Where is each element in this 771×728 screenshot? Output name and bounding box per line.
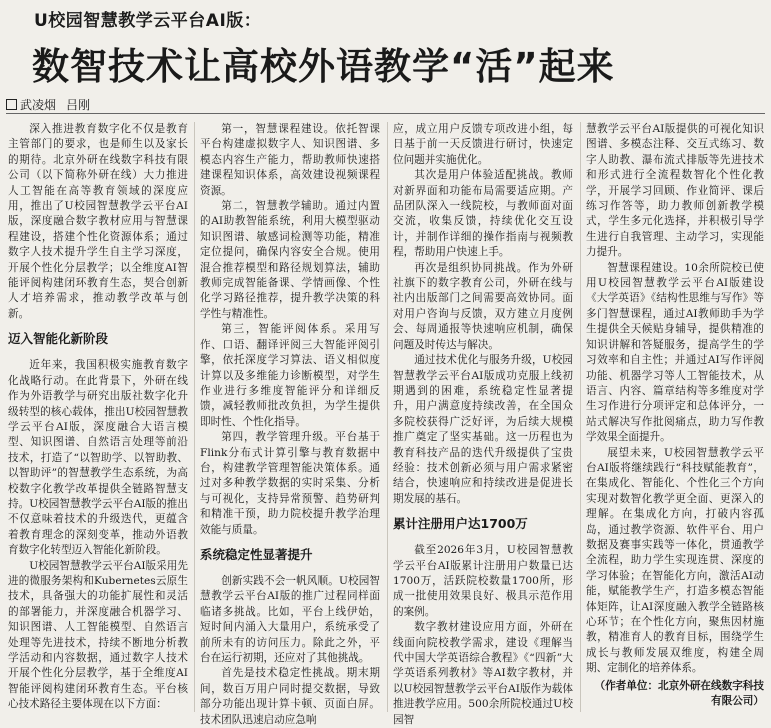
paragraph: 其次是用户体验适配挑战。教师对新界面和功能布局需要适应期。产品团队深入一线院校，与教师面对面交流，收集反馈，持续优化交互设计，并制作详细的操作指南与视频教程，帮助用户快速上手。 [393, 169, 573, 259]
header-divider [6, 113, 765, 114]
article-byline [6, 96, 90, 113]
paragraph: 首先是技术稳定性挑战。期末期间，数百万用户同时提交数据，导致部分功能出现计算卡顿、页面白屏。技术团队迅速启动应急响 [200, 667, 380, 726]
byline-box-icon [6, 99, 17, 110]
paragraph: 应，成立用户反馈专项改进小组，每日基于前一天反馈进行研讨，快速定位问题并实施优化。 [393, 123, 573, 166]
author-name: 武凌烟 [20, 98, 57, 112]
paragraph: 深入推进教育数字化不仅是教育主管部门的要求，也是师生以及家长的期待。北京外研在线数字科技有限公司（以下简称外研在线）大力推进人工智能在高等教育领域的深度应用，推出了U校园智慧教学云平台AI版，深度融合数字教材应用与智慧课程建设，搭建个性化资源体系；通过数字人技术提升学生自主学习深度，开展个性化分层教学；以全维度AI智能评阅构建闭环教育生态，契合创新人才培养需求，推动教学改革与创新。 [8, 123, 188, 320]
article-kicker: U校园智慧教学云平台AI版： [34, 11, 262, 31]
paragraph: 创新实践不会一帆风顺。U校园智慧教学云平台AI版的推广过程同样面临诸多挑战。比如，平台上线伊始，短时间内涌入大量用户，系统承受了前所未有的访问压力。除此之外，平台在运行初期，还应对了其他挑战。 [200, 574, 380, 664]
paragraph: 第四，教学管理升级。平台基于Flink分布式计算引擎与教育数据中台，构建教学管理智能决策体系。通过对多种教学数据的实时采集、分析与可视化，支持异常预警、趋势研判和精准干预，助力院校提升教学治理效能与质量。 [200, 431, 380, 536]
article-column-4 [586, 122, 764, 712]
column-divider [194, 122, 195, 712]
paragraph: 数字教材建设应用方面，外研在线面向院校教学需求，建设《理解当代中国大学英语综合教程》《“四新”大学英语系列教材》等AI数字教材，并以U校园智慧教学云平台AI版作为载体推进教学应用。500余所院校通过U校园智 [393, 621, 573, 726]
article-column-3 [393, 122, 573, 726]
paragraph: U校园智慧教学云平台AI版采用先进的微服务架构和Kubernetes云原生技术，具备强大的功能扩展性和灵活的部署能力，并深度融合机器学习、知识图谱、人工智能模型、自然语言处理等先进技术，持续不断地分析教学活动和内容数据，通过数字人技术开展个性化分层教学，基于全维度AI智能评阅构建闭环教育生态。平台核心技术路径主要体现在以下方面： [8, 559, 188, 711]
paragraph: 智慧课程建设。10余所院校已使用U校园智慧教学云平台AI版建设《大学英语》《结构性思维与写作》等多门智慧课程，通过AI教师助手为学生提供全天候贴身辅导，提供精准的知识讲解和答疑服务，提高学生的学习效率和自主性；并通过AI写作评阅功能、机器学习等人工智能技术，从语言、内容、篇章结构等多维度对学生习作进行分项评定和总体评分，一站式解决写作批阅痛点，助力写作教学效果全面提升。 [586, 261, 764, 444]
author-affiliation: （作者单位：北京外研在线数字科技有限公司） [594, 679, 764, 708]
article-headline: 数智技术让高校外语教学“活”起来 [32, 45, 615, 88]
paragraph: 第一，智慧课程建设。依托智课平台构建虚拟数字人、知识图谱、多模态内容生产能力，帮助教师快速搭建课程知识体系，高效建设视频课程资源。 [200, 123, 380, 197]
article-column-1 [8, 122, 188, 712]
paragraph: 展望未来，U校园智慧教学云平台AI版将继续践行“科技赋能教育”，在集成化、智能化、个性化三个方向实现对数智化教学更全面、更深入的理解。在集成化方向，打破内容孤岛，通过教学资源、软件平台、用户数据及赛事实践等一体化，贯通教学全流程，助力学生实现连贯、深度的学习体验；在智能化方向，激活AI动能，赋能教学生产，打造多模态智能体矩阵，让AI深度融入教学全链路核心环节；在个性化方向，聚焦因材施教，精准育人的教育目标，围绕学生成长与教师发展双维度，构建全周期、定制化的培养体系。 [586, 446, 764, 675]
article-column-2 [200, 122, 380, 726]
paragraph: 截至2026年3月，U校园智慧教学云平台AI版累计注册用户数量已达1700万，活跃院校数量1700所，形成一批使用效果良好、极具示范作用的案例。 [393, 544, 573, 618]
section-heading: 累计注册用户达1700万 [393, 516, 528, 532]
paragraph: 第二，智慧教学辅助。通过内置的AI助教智能系统，利用大模型驱动知识图谱、敏感词检测等功能，精准定位提问，确保内容安全合规。使用混合推荐模型和路径规划算法，辅助教师完成智能备课、学情画像、个性化学习路径推荐，提升教学决策的科学性与精准性。 [200, 200, 380, 320]
paragraph: 第三，智能评阅体系。采用写作、口语、翻译评阅三大智能评阅引擎，依托深度学习算法、语义相似度计算以及多维能力诊断模型，对学生作业进行多维度智能评分和详细反馈，减轻教师批改负担，为学生提供即时性、个性化指导。 [200, 323, 380, 428]
paragraph: 近年来，我国积极实施教育数字化战略行动。在此背景下，外研在线作为外语教学与研究出版社数字化升级转型的核心载体，推出U校园智慧教学云平台AI版，深度融合大语言模型、知识图谱、自然语言处理等前沿技术，打造了“以智助学、以智助教、以智助评”的智慧教学生态系统，为高校数字化教学改革提供全链路智慧支持。U校园智慧教学云平台AI版的推出不仅意味着技术的升级迭代，更蕴含着教育理念的深刻变革，推动外语教育数字化转型迈入智能化新阶段。 [8, 359, 188, 557]
section-heading: 迈入智能化新阶段 [8, 331, 109, 347]
author-name: 吕刚 [66, 98, 91, 112]
paragraph: 慧教学云平台AI版提供的可视化知识图谱、多模态注释、交互式练习、数字人助教、瀑布流式排版等先进技术和形式进行全流程数智化个性化教学，开展学习回顾、作业简评、课后练习作答等，助力教师创新教学模式，学生多元化选择，并积极引导学生进行自我管理、主动学习，实现能力提升。 [586, 123, 764, 259]
paragraph: 再次是组织协同挑战。作为外研社旗下的数字教育公司，外研在线与社内出版部门之间需要高效协同。面对用户咨询与反馈，双方建立月度例会、每周通报等快速响应机制，确保问题及时传达与解决。 [393, 261, 573, 351]
column-divider [580, 122, 581, 712]
paragraph: 通过技术优化与服务升级，U校园智慧教学云平台AI版成功克服上线初期遇到的困难，系统稳定性显著提升，用户满意度持续改善，在全国众多院校获得广泛好评，为后续大规模推广奠定了坚实基础。这一历程也为教育科技产品的迭代升级提供了宝贵经验：技术创新必须与用户需求紧密结合，快速响应和持续改进是促进长期发展的基石。 [393, 354, 573, 505]
section-heading: 系统稳定性显著提升 [200, 546, 313, 562]
column-divider [387, 122, 388, 712]
